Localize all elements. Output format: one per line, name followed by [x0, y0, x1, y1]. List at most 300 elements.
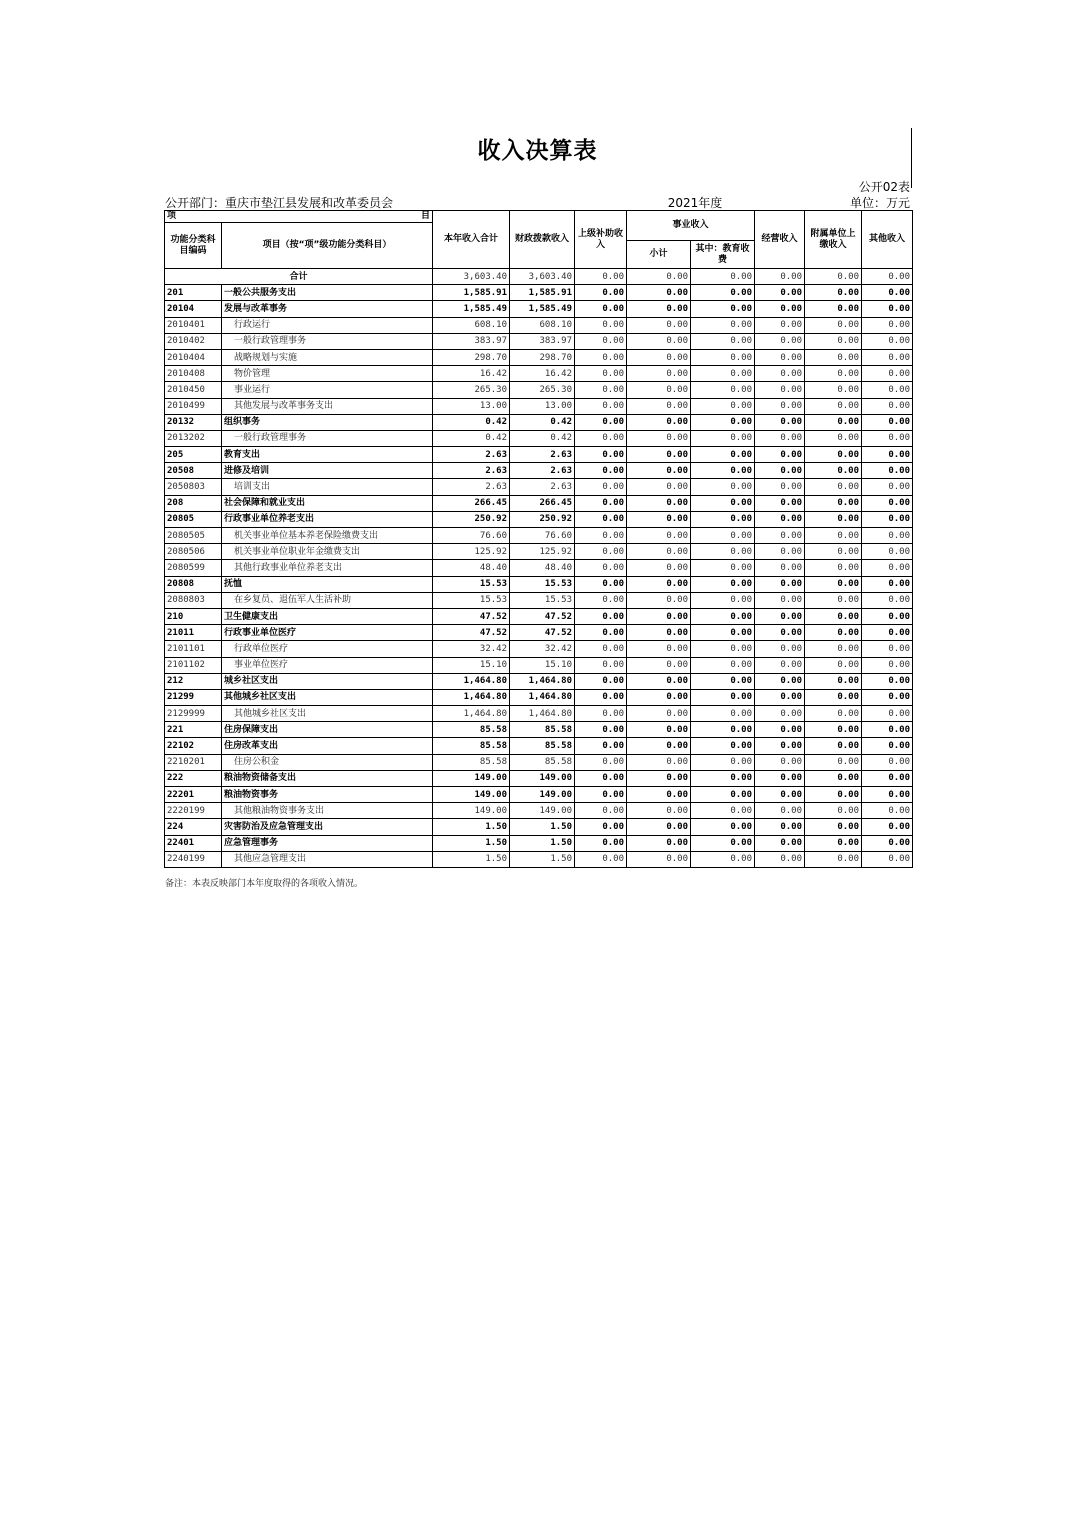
- row-value: 47.52: [510, 608, 575, 624]
- row-value: 0.00: [755, 689, 805, 705]
- row-value: 0.00: [575, 447, 627, 463]
- row-value: 0.00: [862, 382, 913, 398]
- row-name: 应急管理事务: [222, 835, 433, 851]
- row-value: 0.00: [862, 657, 913, 673]
- row-value: 0.00: [862, 560, 913, 576]
- row-value: 0.00: [627, 301, 691, 317]
- currency-unit: 单位：万元: [849, 196, 910, 210]
- row-value: 0.00: [862, 851, 913, 867]
- row-value: 1,464.80: [510, 706, 575, 722]
- row-value: 1,464.80: [433, 706, 510, 722]
- table-row: [165, 398, 913, 414]
- row-value: 0.00: [862, 269, 913, 285]
- fiscal-year: 2021年度: [667, 196, 723, 210]
- row-value: 0.00: [691, 447, 755, 463]
- table-row: [165, 511, 913, 527]
- row-value: 0.00: [575, 414, 627, 430]
- row-value: 1,464.80: [510, 673, 575, 689]
- row-value: 0.00: [805, 722, 862, 738]
- row-value: 2.63: [510, 479, 575, 495]
- table-row: [165, 544, 913, 560]
- row-value: 1,585.49: [433, 301, 510, 317]
- row-value: 1.50: [433, 835, 510, 851]
- col-business-edu: 其中：教育收费: [691, 241, 755, 269]
- row-value: 0.42: [510, 430, 575, 446]
- row-value: 0.00: [755, 770, 805, 786]
- row-value: 1.50: [433, 819, 510, 835]
- row-code: 2013202: [165, 430, 222, 446]
- row-value: 2.63: [433, 447, 510, 463]
- row-value: 0.00: [575, 544, 627, 560]
- row-value: 0.00: [805, 382, 862, 398]
- row-value: 0.00: [805, 689, 862, 705]
- row-value: 1,585.91: [433, 285, 510, 301]
- row-value: 0.00: [575, 430, 627, 446]
- table-row: [165, 382, 913, 398]
- row-value: 0.00: [691, 770, 755, 786]
- row-value: 0.00: [691, 544, 755, 560]
- row-value: 0.00: [627, 528, 691, 544]
- row-value: 0.00: [627, 592, 691, 608]
- row-value: 0.00: [862, 787, 913, 803]
- row-value: 0.00: [575, 738, 627, 754]
- row-code: 2080506: [165, 544, 222, 560]
- row-value: 149.00: [433, 770, 510, 786]
- row-value: 0.00: [862, 414, 913, 430]
- row-value: 0.00: [805, 398, 862, 414]
- row-value: 0.00: [627, 754, 691, 770]
- row-value: 0.00: [575, 625, 627, 641]
- row-value: 0.00: [627, 576, 691, 592]
- table-header: [165, 211, 913, 269]
- row-value: 0.00: [805, 851, 862, 867]
- row-value: 0.00: [805, 738, 862, 754]
- row-value: 0.00: [755, 528, 805, 544]
- row-name: 行政事业单位养老支出: [222, 511, 433, 527]
- col-operating: 经营收入: [755, 211, 805, 269]
- row-value: 0.00: [862, 301, 913, 317]
- row-value: 0.00: [805, 835, 862, 851]
- item-label-right: 目: [420, 211, 430, 221]
- row-value: 0.00: [691, 430, 755, 446]
- row-value: 0.00: [575, 560, 627, 576]
- table-row: [165, 447, 913, 463]
- row-value: 0.00: [755, 819, 805, 835]
- row-value: 0.00: [575, 803, 627, 819]
- row-value: 0.00: [691, 722, 755, 738]
- row-value: 15.10: [433, 657, 510, 673]
- row-value: 0.00: [575, 608, 627, 624]
- row-value: 0.00: [862, 544, 913, 560]
- row-code: 22201: [165, 787, 222, 803]
- row-value: 1,464.80: [510, 689, 575, 705]
- row-value: 76.60: [510, 528, 575, 544]
- table-row: [165, 333, 913, 349]
- row-name: 合计: [165, 269, 433, 285]
- row-value: 3,603.40: [510, 269, 575, 285]
- row-value: 608.10: [433, 317, 510, 333]
- row-value: 0.00: [627, 398, 691, 414]
- row-value: 47.52: [510, 625, 575, 641]
- row-value: 2.63: [510, 463, 575, 479]
- row-value: 0.00: [575, 576, 627, 592]
- row-value: 0.00: [691, 625, 755, 641]
- row-name: 组织事务: [222, 414, 433, 430]
- row-code: 201: [165, 285, 222, 301]
- row-value: 0.00: [805, 349, 862, 365]
- row-value: 0.00: [627, 819, 691, 835]
- row-value: 0.00: [575, 673, 627, 689]
- row-value: 0.00: [805, 414, 862, 430]
- row-value: 0.00: [755, 625, 805, 641]
- row-value: 0.00: [575, 382, 627, 398]
- row-value: 250.92: [510, 511, 575, 527]
- table-row: [165, 689, 913, 705]
- row-value: 0.00: [755, 608, 805, 624]
- row-value: 0.00: [627, 495, 691, 511]
- row-value: 0.00: [627, 738, 691, 754]
- row-value: 0.00: [755, 560, 805, 576]
- row-value: 0.00: [755, 641, 805, 657]
- row-code: 20808: [165, 576, 222, 592]
- row-value: 0.00: [755, 479, 805, 495]
- row-value: 0.00: [805, 657, 862, 673]
- row-name: 事业运行: [222, 382, 433, 398]
- row-value: 1,464.80: [433, 673, 510, 689]
- row-value: 0.00: [755, 349, 805, 365]
- page-title: 收入决算表: [477, 138, 598, 164]
- row-value: 0.00: [691, 657, 755, 673]
- table-row: [165, 641, 913, 657]
- table-row: [165, 430, 913, 446]
- row-code: 2080803: [165, 592, 222, 608]
- row-value: 0.00: [862, 463, 913, 479]
- row-value: 0.00: [627, 770, 691, 786]
- row-name: 粮油物资储备支出: [222, 770, 433, 786]
- row-value: 0.00: [575, 301, 627, 317]
- row-value: 0.00: [805, 770, 862, 786]
- row-value: 0.00: [691, 738, 755, 754]
- row-value: 298.70: [433, 349, 510, 365]
- row-value: 47.52: [433, 625, 510, 641]
- row-value: 0.00: [627, 560, 691, 576]
- col-affiliated: 附属单位上缴收入: [805, 211, 862, 269]
- col-total: 本年收入合计: [433, 211, 510, 269]
- row-name: 进修及培训: [222, 463, 433, 479]
- row-value: 0.00: [691, 835, 755, 851]
- row-value: 3,603.40: [433, 269, 510, 285]
- col-other: 其他收入: [862, 211, 913, 269]
- row-value: 0.00: [755, 803, 805, 819]
- row-name: 其他粮油物资事务支出: [222, 803, 433, 819]
- row-code: 221: [165, 722, 222, 738]
- row-value: 0.00: [862, 770, 913, 786]
- row-code: 20805: [165, 511, 222, 527]
- row-value: 0.00: [805, 317, 862, 333]
- row-value: 0.00: [575, 657, 627, 673]
- row-value: 0.00: [755, 706, 805, 722]
- row-value: 125.92: [510, 544, 575, 560]
- row-value: 13.00: [510, 398, 575, 414]
- table-row: [165, 528, 913, 544]
- row-value: 0.00: [805, 803, 862, 819]
- row-code: 20132: [165, 414, 222, 430]
- row-value: 0.00: [755, 398, 805, 414]
- table-row: [165, 560, 913, 576]
- row-value: 0.00: [691, 706, 755, 722]
- row-value: 1.50: [510, 819, 575, 835]
- row-value: 0.00: [862, 479, 913, 495]
- row-value: 0.00: [862, 722, 913, 738]
- table-row: [165, 576, 913, 592]
- row-value: 0.00: [691, 528, 755, 544]
- row-value: 0.00: [575, 835, 627, 851]
- row-value: 0.00: [575, 398, 627, 414]
- row-value: 0.00: [755, 835, 805, 851]
- row-value: 0.00: [575, 285, 627, 301]
- row-value: 0.00: [755, 414, 805, 430]
- row-value: 0.00: [627, 479, 691, 495]
- row-value: 15.53: [433, 592, 510, 608]
- row-code: 2010408: [165, 366, 222, 382]
- row-value: 0.00: [862, 673, 913, 689]
- row-value: 0.00: [575, 269, 627, 285]
- row-value: 0.00: [627, 625, 691, 641]
- row-value: 0.00: [627, 317, 691, 333]
- row-name: 物价管理: [222, 366, 433, 382]
- row-value: 0.00: [627, 349, 691, 365]
- row-code: 2210201: [165, 754, 222, 770]
- row-value: 149.00: [510, 787, 575, 803]
- row-name: 事业单位医疗: [222, 657, 433, 673]
- row-value: 0.00: [691, 463, 755, 479]
- row-value: 0.00: [627, 430, 691, 446]
- row-value: 1.50: [433, 851, 510, 867]
- row-code: 20508: [165, 463, 222, 479]
- row-value: 0.00: [805, 754, 862, 770]
- table-row: [165, 625, 913, 641]
- row-value: 0.00: [862, 625, 913, 641]
- row-name: 教育支出: [222, 447, 433, 463]
- row-value: 266.45: [433, 495, 510, 511]
- row-value: 15.10: [510, 657, 575, 673]
- row-value: 0.00: [862, 608, 913, 624]
- row-value: 15.53: [510, 576, 575, 592]
- row-value: 85.58: [433, 738, 510, 754]
- row-value: 0.00: [575, 787, 627, 803]
- row-value: 0.00: [691, 592, 755, 608]
- row-name: 行政单位医疗: [222, 641, 433, 657]
- row-value: 0.00: [755, 495, 805, 511]
- row-value: 0.00: [627, 787, 691, 803]
- table-row: [165, 787, 913, 803]
- table-row: [165, 722, 913, 738]
- row-value: 0.00: [805, 285, 862, 301]
- row-value: 85.58: [433, 754, 510, 770]
- row-value: 0.00: [862, 511, 913, 527]
- row-value: 125.92: [433, 544, 510, 560]
- row-value: 0.00: [862, 366, 913, 382]
- row-value: 0.00: [691, 560, 755, 576]
- row-value: 0.00: [691, 382, 755, 398]
- row-name: 社会保障和就业支出: [222, 495, 433, 511]
- row-value: 0.00: [755, 722, 805, 738]
- table-row: [165, 835, 913, 851]
- row-value: 0.00: [575, 528, 627, 544]
- row-value: 48.40: [510, 560, 575, 576]
- row-value: 1.50: [510, 835, 575, 851]
- row-value: 0.00: [805, 560, 862, 576]
- row-value: 608.10: [510, 317, 575, 333]
- form-code: 公开02表: [858, 180, 910, 194]
- row-code: 2010499: [165, 398, 222, 414]
- row-code: 2220199: [165, 803, 222, 819]
- table-row: [165, 803, 913, 819]
- row-value: 0.00: [862, 495, 913, 511]
- row-name: 一般行政管理事务: [222, 430, 433, 446]
- table-row: [165, 495, 913, 511]
- row-value: 0.00: [805, 511, 862, 527]
- row-value: 0.00: [862, 398, 913, 414]
- row-name: 战略规划与实施: [222, 349, 433, 365]
- row-value: 0.00: [691, 576, 755, 592]
- row-name: 卫生健康支出: [222, 608, 433, 624]
- row-code: 2010404: [165, 349, 222, 365]
- row-value: 0.00: [691, 689, 755, 705]
- row-value: 1,464.80: [433, 689, 510, 705]
- row-value: 0.00: [575, 851, 627, 867]
- row-code: 21011: [165, 625, 222, 641]
- row-name: 其他行政事业单位养老支出: [222, 560, 433, 576]
- row-value: 0.00: [627, 544, 691, 560]
- row-value: 0.00: [862, 576, 913, 592]
- row-value: 0.00: [627, 641, 691, 657]
- col-upper-subsidy: 上级补助收入: [575, 211, 627, 269]
- row-value: 0.00: [691, 269, 755, 285]
- table-body: [165, 269, 913, 868]
- col-business-group: 事业收入: [627, 211, 755, 241]
- row-value: 16.42: [433, 366, 510, 382]
- row-value: 266.45: [510, 495, 575, 511]
- row-value: 0.00: [805, 333, 862, 349]
- row-value: 0.00: [755, 382, 805, 398]
- row-code: 2010450: [165, 382, 222, 398]
- row-value: 47.52: [433, 608, 510, 624]
- row-value: 0.00: [805, 528, 862, 544]
- row-value: 0.00: [575, 722, 627, 738]
- row-name: 抚恤: [222, 576, 433, 592]
- row-value: 149.00: [433, 803, 510, 819]
- row-value: 0.00: [627, 269, 691, 285]
- row-value: 0.00: [862, 430, 913, 446]
- row-name: 其他发展与改革事务支出: [222, 398, 433, 414]
- row-value: 0.00: [627, 722, 691, 738]
- row-value: 0.00: [691, 608, 755, 624]
- income-table: [164, 210, 913, 868]
- row-value: 0.00: [627, 285, 691, 301]
- row-value: 0.00: [862, 528, 913, 544]
- row-value: 0.00: [627, 382, 691, 398]
- row-value: 0.00: [575, 592, 627, 608]
- row-value: 0.00: [755, 511, 805, 527]
- row-name: 行政运行: [222, 317, 433, 333]
- row-name: 其他城乡社区支出: [222, 706, 433, 722]
- row-value: 85.58: [510, 722, 575, 738]
- row-code: 2129999: [165, 706, 222, 722]
- table-row: [165, 657, 913, 673]
- row-value: 0.00: [755, 301, 805, 317]
- row-value: 0.00: [575, 349, 627, 365]
- table-row: [165, 414, 913, 430]
- row-code: 2101102: [165, 657, 222, 673]
- table-row: [165, 463, 913, 479]
- col-name: 项目（按“项”级功能分类科目）: [222, 223, 433, 269]
- row-value: 0.00: [862, 835, 913, 851]
- row-value: 0.00: [862, 641, 913, 657]
- row-code: 22102: [165, 738, 222, 754]
- table-row: [165, 673, 913, 689]
- row-value: 0.00: [862, 706, 913, 722]
- row-code: 205: [165, 447, 222, 463]
- row-value: 0.00: [691, 366, 755, 382]
- row-name: 行政事业单位医疗: [222, 625, 433, 641]
- row-value: 265.30: [510, 382, 575, 398]
- row-value: 0.00: [627, 835, 691, 851]
- row-value: 149.00: [510, 770, 575, 786]
- row-value: 32.42: [433, 641, 510, 657]
- row-value: 0.00: [575, 706, 627, 722]
- row-value: 0.00: [691, 414, 755, 430]
- row-value: 0.00: [691, 349, 755, 365]
- row-code: 222: [165, 770, 222, 786]
- row-value: 0.00: [805, 447, 862, 463]
- row-value: 0.00: [755, 851, 805, 867]
- row-value: 0.00: [805, 819, 862, 835]
- row-value: 0.00: [862, 333, 913, 349]
- row-value: 85.58: [510, 754, 575, 770]
- row-value: 250.92: [433, 511, 510, 527]
- row-code: 2101101: [165, 641, 222, 657]
- row-code: 22401: [165, 835, 222, 851]
- table-row: [165, 366, 913, 382]
- row-code: 210: [165, 608, 222, 624]
- row-name: 城乡社区支出: [222, 673, 433, 689]
- row-value: 0.42: [433, 430, 510, 446]
- row-value: 15.53: [433, 576, 510, 592]
- row-value: 0.00: [805, 463, 862, 479]
- item-label-left: 项: [167, 211, 177, 221]
- row-value: 0.00: [755, 463, 805, 479]
- row-value: 0.00: [862, 447, 913, 463]
- row-value: 0.00: [691, 673, 755, 689]
- row-value: 0.00: [755, 317, 805, 333]
- row-value: 0.00: [805, 544, 862, 560]
- row-value: 0.00: [627, 511, 691, 527]
- row-value: 0.00: [691, 301, 755, 317]
- table-row: [165, 754, 913, 770]
- row-name: 灾害防治及应急管理支出: [222, 819, 433, 835]
- row-value: 0.00: [755, 333, 805, 349]
- row-value: 0.00: [805, 673, 862, 689]
- row-value: 0.00: [755, 269, 805, 285]
- row-value: 0.00: [627, 463, 691, 479]
- row-value: 0.00: [755, 366, 805, 382]
- row-name: 其他应急管理支出: [222, 851, 433, 867]
- row-value: 0.00: [627, 851, 691, 867]
- row-value: 0.00: [755, 657, 805, 673]
- row-value: 0.00: [755, 738, 805, 754]
- table-row: [165, 608, 913, 624]
